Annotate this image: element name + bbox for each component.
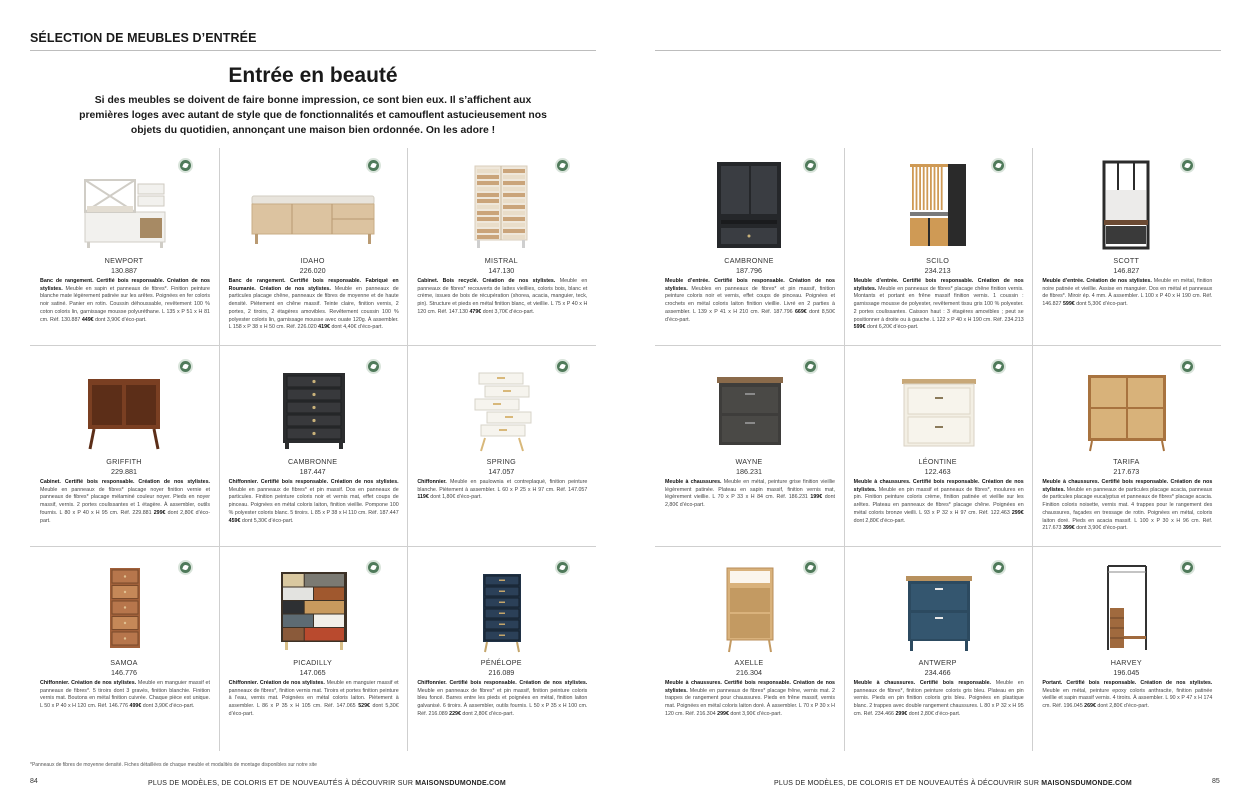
product-card[interactable] xyxy=(30,148,219,349)
product-card[interactable] xyxy=(30,550,219,751)
product-name: AXELLE xyxy=(734,658,764,667)
footer-promo-left xyxy=(148,780,506,787)
product-price: 479€ xyxy=(469,308,482,315)
product-lead: Cabinet. Bois recyclé. Création de nos stylistes. xyxy=(417,278,556,284)
product-photo[interactable] xyxy=(844,160,1032,252)
product-card[interactable] xyxy=(844,349,1033,550)
product-price: 269€ xyxy=(1084,703,1096,710)
header-rule xyxy=(30,50,596,51)
product-eco-part: dont 2,80€ d’éco-part. xyxy=(907,710,961,717)
product-reference: 147.057 xyxy=(488,467,515,476)
product-photo[interactable] xyxy=(655,361,843,453)
product-details: Meuble en panneaux de fibres* placage noyer finition vernie et panneaux de fibres* placage mélaminé couleur noyer. Pieds en noyer massif, vernis. 2 portes coulissantes et 1 étagère. À assembler, outils fournis. L 80 x P 40 x H 95 cm. Réf. 229.881 xyxy=(40,486,210,516)
product-description xyxy=(229,680,399,719)
product-reference: 147.130 xyxy=(488,266,515,275)
product-card[interactable] xyxy=(655,148,844,349)
product-name: WAYNE xyxy=(735,457,763,466)
product-eco-part: dont 3,90€ d’éco-part. xyxy=(1074,525,1128,532)
product-photo[interactable] xyxy=(655,562,843,654)
product-price: 499€ xyxy=(129,703,142,710)
header-rule-right xyxy=(655,50,1221,51)
product-details: Meuble en métal, finition noire patinée et vieillie. Assise en manguier. Dos en métal et panneaux de fibres*. Miroir ép. 4 mm. À assembler. L 100 x P 40 x H 190 cm. Réf. 146.827 xyxy=(1042,278,1213,308)
product-reference: 216.304 xyxy=(736,668,762,677)
product-details: Meuble en métal, peinture grise finition vieillie légèrement patinée. Plateau en sapin massif, finition vernis mat, légèrement vieillie. L 70 x P 33 x H 84 cm. Réf. 186.231 xyxy=(665,479,835,501)
product-reference: 229.881 xyxy=(111,467,137,476)
product-photo[interactable] xyxy=(30,160,218,252)
product-photo[interactable] xyxy=(655,160,843,252)
product-name: SPRING xyxy=(486,457,516,466)
product-name: MISTRAL xyxy=(484,256,518,265)
product-details: Meuble en panneaux de fibres* et pin massif, finition peinture coloris bleu foncé. Barres entre les pieds et poignées en métal, finition laiton galvanisé. 6 tiroirs. À assembler, outils fournis. L 50 x P 35 x H 100 cm. Réf. 216.089 xyxy=(417,687,588,717)
product-reference: 187.796 xyxy=(736,266,762,275)
product-details: Meuble en paulownia et contreplaqué, finition peinture blanche. Piètement à assembler. L 60 x P 25 x H 97 cm. Réf. 147.057 xyxy=(417,479,588,493)
product-description xyxy=(1042,680,1212,711)
product-lead: Meuble d’entrée. Certifié bois responsable. Création de nos stylistes. xyxy=(665,278,835,292)
product-description xyxy=(854,680,1024,719)
product-price: 399€ xyxy=(1062,525,1075,532)
product-reference: 217.673 xyxy=(1113,467,1140,476)
product-photo[interactable] xyxy=(30,562,218,654)
product-description xyxy=(229,278,399,332)
product-description xyxy=(1042,479,1212,533)
product-description xyxy=(40,680,210,711)
product-eco-part: dont 2,80€ d’éco-part. xyxy=(460,710,514,717)
product-details: Meuble en pin massif et panneaux de fibres*, moulures en pin. Finition peinture coloris crème, finition patinée et vieillie sur les arêtes. Plateau en panneaux de fibres* placage chêne. Poignées en métal coloris bronze vieilli. L 93 x P 32 x H 97 cm. Réf. 122.463 xyxy=(853,486,1024,516)
product-price: 419€ xyxy=(318,324,330,331)
product-price: 449€ xyxy=(81,316,94,323)
product-description xyxy=(665,479,835,510)
product-card[interactable] xyxy=(407,148,596,349)
product-name: SAMOA xyxy=(110,658,138,667)
product-card[interactable] xyxy=(1032,148,1221,349)
product-name: PÉNÉLOPE xyxy=(480,658,522,667)
product-photo[interactable] xyxy=(219,361,407,453)
product-description xyxy=(665,680,835,719)
product-details: Meuble en panneaux de particules placage acacia, panneaux de particules placage eucalyptus et panneaux de fibres* placage acacia. Finition coloris noisette, vernis mat. 4 trappes pour le rangement des chaussures, façades en tressage de rotin. Poignées en métal, coloris laiton doré. Pieds en acacia massif. L 100 x P 30 x H 96 cm. Réf. 217.673 xyxy=(1042,486,1213,532)
product-card[interactable] xyxy=(844,148,1033,349)
product-reference: 146.827 xyxy=(1113,266,1140,275)
product-card[interactable] xyxy=(1032,550,1221,751)
section-title: SÉLECTION DE MEUBLES D’ENTRÉE xyxy=(30,31,257,45)
product-grid-right xyxy=(655,148,1221,751)
footnote: *Panneaux de fibres de moyenne densité. Fiches détaillées de chaque meuble et modalités de montage disponibles sur notre site xyxy=(30,762,317,768)
product-photo[interactable] xyxy=(30,361,218,453)
product-eco-part: dont 3,90€ d’éco-part. xyxy=(141,703,195,710)
product-eco-part: dont 8,50€ d’éco-part. xyxy=(665,308,835,323)
footer-promo-text: PLUS DE MODÈLES, DE COLORIS ET DE NOUVEAUTÉS À DÉCOUVRIR SUR xyxy=(774,780,1042,787)
product-price: 229€ xyxy=(449,710,461,717)
product-card[interactable] xyxy=(30,349,219,550)
product-details: Meuble en panneaux de fibres*, finition peinture coloris gris bleu. Plateau en pin vernis. Pieds en pin finition coloris gris bleu. Poignées en plastique blanc. 2 trappes avec double rangement chaussures. L 80 x P 32 x H 95 cm. Réf. 234.466 xyxy=(853,680,1024,717)
product-eco-part: dont 2,80€ d’éco-part. xyxy=(853,517,906,524)
product-eco-part: dont 4,40€ d’éco-part. xyxy=(329,324,383,331)
product-photo[interactable] xyxy=(1032,160,1220,252)
product-name: HARVEY xyxy=(1110,658,1142,667)
product-name: IDAHO xyxy=(300,256,325,265)
product-lead: Cabinet. Certifié bois responsable. Création de nos stylistes. xyxy=(40,479,210,485)
product-price: 119€ xyxy=(417,494,429,501)
right-page xyxy=(625,0,1250,803)
product-price: 599€ xyxy=(853,324,866,331)
product-reference: 216.089 xyxy=(488,668,515,677)
product-description xyxy=(1042,278,1212,309)
product-details: Meuble en panneaux de fibres* et pin massif. Dos en panneaux de particules. Finition peinture coloris noir et vernis mat, effet coups de pinceau. Poignées en métal coloris laiton, finition vieillie. Pompone 100 % polyester coloris blanc. 5 tiroirs. L 85 x P 38 x H 110 cm. Réf. 187.447 xyxy=(228,486,399,516)
product-card[interactable] xyxy=(219,349,408,550)
product-eco-part: dont 3,90€ d’éco-part. xyxy=(93,316,147,323)
page-number-right: 85 xyxy=(1212,778,1220,785)
footer-promo-site-link[interactable]: MAISONSDUMONDE.COM xyxy=(415,780,506,787)
product-lead: Meuble à chaussures. Certifié bois responsable. xyxy=(853,680,992,686)
product-card[interactable] xyxy=(219,148,408,349)
product-details: Meuble en panneaux de particules placage chêne, panneaux de fibres de moyenne et de haute densité. Piètement en chêne massif. Teinte claire, finition vernis, 2 portes, 2 tiroirs, 2 étagères amovibles. Revêtement coussin 100 % polyester coloris lin, garnissage mousse avec ouate 120g. À assembler. L 158 x P 38 x H 50 cm. Réf. 226.020 xyxy=(228,285,399,331)
product-lead: Banc de rangement. Certifié bois responsable. Fabriqué en Roumanie. Création de nos stylistes. xyxy=(228,278,399,292)
footer-promo-text: PLUS DE MODÈLES, DE COLORIS ET DE NOUVEAUTÉS À DÉCOUVRIR SUR xyxy=(148,780,416,787)
product-description xyxy=(417,680,587,719)
product-description xyxy=(854,278,1024,332)
product-lead: Chiffonnier. Création de nos stylistes. xyxy=(40,680,137,686)
product-name: GRIFFITH xyxy=(106,457,142,466)
product-name: NEWPORT xyxy=(104,256,144,265)
product-lead: Meuble à chaussures. Certifié bois responsable. Création de nos stylistes. xyxy=(853,479,1024,493)
product-price: 599€ xyxy=(1062,301,1075,308)
product-name: SCOTT xyxy=(1113,256,1140,265)
product-name: PICADILLY xyxy=(293,658,333,667)
product-details: Meuble en manguier massif et panneaux de fibres*, finition vernis mat. Tiroirs et portes finition peinture à l’eau, vernis mat. Poignées en métal coloris laiton. Piètement à assembler. L 86 x P 35 x H 105 cm. Réf. 147.065 xyxy=(228,680,399,710)
product-card[interactable] xyxy=(407,550,596,751)
product-photo[interactable] xyxy=(407,562,595,654)
product-name: ANTWERP xyxy=(918,658,957,667)
product-price: 529€ xyxy=(358,703,370,710)
product-lead: Chiffonnier. xyxy=(417,479,447,485)
product-price: 299€ xyxy=(1011,509,1024,516)
product-card[interactable] xyxy=(407,349,596,550)
product-photo[interactable] xyxy=(219,160,407,252)
product-lead: Portant. Certifié bois responsable. Création de nos stylistes. xyxy=(1042,680,1213,686)
product-details: Meuble en métal, peinture epoxy coloris anthracite, finition patinée vieillie et sapin massif vernis. 4 tiroirs. À assembler. L 90 x P 47 x H 174 cm. Réf. 196.045 xyxy=(1042,687,1213,710)
product-reference: 226.020 xyxy=(299,266,326,275)
product-lead: Meuble d’entrée. Certifié bois responsable. Création de nos stylistes. xyxy=(853,278,1024,292)
product-description xyxy=(229,479,399,525)
product-eco-part: dont 2,80€ d’éco-part. xyxy=(1095,703,1149,710)
product-card[interactable] xyxy=(655,550,844,751)
product-reference: 196.045 xyxy=(1113,668,1140,677)
product-lead: Chiffonnier. Création de nos stylistes. xyxy=(228,680,325,686)
product-reference: 234.213 xyxy=(924,266,951,275)
product-reference: 187.447 xyxy=(299,467,326,476)
product-eco-part: dont 1,80€ d’éco-part. xyxy=(428,494,482,501)
product-eco-part: dont 5,30€ d’éco-part. xyxy=(1074,301,1128,308)
product-eco-part: dont 6,20€ d’éco-part. xyxy=(865,324,919,331)
product-photo[interactable] xyxy=(844,361,1032,453)
product-eco-part: dont 2,80€ d’éco-part. xyxy=(40,509,210,524)
product-reference: 122.463 xyxy=(924,467,951,476)
product-name: TARIFA xyxy=(1113,457,1140,466)
product-description xyxy=(40,479,210,525)
product-eco-part: dont 5,30€ d’éco-part. xyxy=(228,703,399,717)
product-reference: 130.887 xyxy=(111,266,137,275)
product-photo[interactable] xyxy=(219,562,407,654)
product-eco-part: dont 3,90€ d’éco-part. xyxy=(728,710,782,717)
product-lead: Meuble à chaussures. xyxy=(665,479,722,485)
product-photo[interactable] xyxy=(407,160,595,252)
product-lead: Chiffonnier. Certifié bois responsable. Création de nos stylistes. xyxy=(417,680,588,686)
product-card[interactable] xyxy=(844,550,1033,751)
footer-promo-site-link[interactable]: MAISONSDUMONDE.COM xyxy=(1041,780,1132,787)
product-eco-part: dont 2,80€ d’éco-part. xyxy=(665,494,836,509)
product-price: 669€ xyxy=(794,308,807,315)
product-details: Meuble en panneaux de fibres* placage frêne, vernis mat. 2 trappes de rangement pour chaussures. Pieds en frêne massif, vernis mat. Poignées en métal coloris laiton doré. À assembler. L 70 x P 30 x H 120 cm. Réf. 216.304 xyxy=(665,687,835,717)
product-reference: 186.231 xyxy=(736,467,762,476)
product-description xyxy=(665,278,835,324)
product-description xyxy=(854,479,1024,525)
product-lead: Meuble à chaussures. Certifié bois responsable. Création de nos stylistes. xyxy=(665,680,835,694)
page-number-left: 84 xyxy=(30,778,38,785)
product-name: SCILO xyxy=(926,256,950,265)
product-card[interactable] xyxy=(655,349,844,550)
product-lead: Banc de rangement. Certifié bois responsable. Création de nos stylistes. xyxy=(40,278,210,292)
product-details: Meuble en sapin et panneaux de fibres*. Finition peinture blanche mate légèrement patinée sur les arêtes. Poignées en fer coloris noir satiné. Panier en rotin. Coussin déhoussable, revêtement 100 % coton coloris lin, garnissage mousse polyuréthane. L 135 x P 51 x H 81 cm. Réf. 130.887 xyxy=(40,285,210,323)
product-price: 299€ xyxy=(895,710,908,717)
product-card[interactable] xyxy=(219,550,408,751)
product-description xyxy=(40,278,210,324)
product-photo[interactable] xyxy=(1032,562,1220,654)
product-price: 299€ xyxy=(717,710,729,717)
product-reference: 146.776 xyxy=(111,668,137,677)
product-lead: Chiffonnier. Certifié bois responsable. Création de nos stylistes. xyxy=(228,479,399,485)
product-price: 459€ xyxy=(228,517,241,524)
product-photo[interactable] xyxy=(407,361,595,453)
product-description xyxy=(417,479,587,502)
product-name: LÉONTINE xyxy=(918,457,957,466)
product-details: Meuble en manguier massif et panneaux de fibres*. 5 tiroirs dont 3 gravés, finition blanchie. Finition vernis mat. Boutons en métal finition cuivrée. Chaque pièce est unique. L 50 x P 40 x H 120 cm. Réf. 146.776 xyxy=(40,680,210,710)
product-card[interactable] xyxy=(1032,349,1221,550)
product-name: CAMBRONNE xyxy=(724,256,774,265)
product-details: Meuble en panneaux de fibres* recouverts de lattes vieillies, coloris bois, blanc et crème, issues de bois de récupération (shorea, acacia, manguier, teck, pin). Structure et pieds en métal finition blanc, et vieillie. L 75 x P 40 x H 120 cm. Réf. 147.130 xyxy=(417,278,588,315)
footer-promo-right xyxy=(774,780,1132,787)
intro-paragraph: Si des meubles se doivent de faire bonne impression, ce sont bien eux. Il s’affichent aux premières loges avec autant de style que de fonctionnalités et camouflent astucieusement nos objets du quotidien, annonçant une maison bien ordonnée. On les adore ! xyxy=(79,95,547,136)
product-details: Meubles en panneaux de fibres* et pin massif, finition peinture coloris noir et vernis, effet coups de pinceau. Poignées et crochets en métal coloris laiton finition vieillie. Livré en 2 parties à assembler. L 139 x P 41 x H 210 cm. Réf. 187.796 xyxy=(665,285,835,315)
product-price: 299€ xyxy=(153,509,166,516)
product-photo[interactable] xyxy=(844,562,1032,654)
product-lead: Meuble d’entrée. Création de nos stylistes. xyxy=(1042,278,1152,284)
product-lead: Meuble à chaussures. Certifié bois responsable. Création de nos stylistes. xyxy=(1042,479,1213,493)
product-reference: 147.065 xyxy=(299,668,326,677)
product-eco-part: dont 3,70€ d’éco-part. xyxy=(481,308,535,315)
product-eco-part: dont 5,30€ d’éco-part. xyxy=(240,517,294,524)
product-photo[interactable] xyxy=(1032,361,1220,453)
page-headline: Entrée en beauté xyxy=(228,64,398,87)
product-details: Meuble en panneaux de fibres* placage chêne finition vernis. Montants et portant en frêne massif finition vernis. 1 coussin : garnissage mousse de polyester, revêtement tissu gris 100 % polyester. 2 portes coulissantes. Caisson haut : 3 étagères amovibles ; peut se positionner à droite ou à gauche. L 122 x P 40 x H 190 cm. Réf. 234.213 xyxy=(853,285,1024,323)
product-name: CAMBRONNE xyxy=(287,457,338,466)
product-price: 199€ xyxy=(810,494,823,501)
product-description xyxy=(417,278,587,317)
product-grid-left xyxy=(30,148,596,751)
product-reference: 234.466 xyxy=(924,668,951,677)
